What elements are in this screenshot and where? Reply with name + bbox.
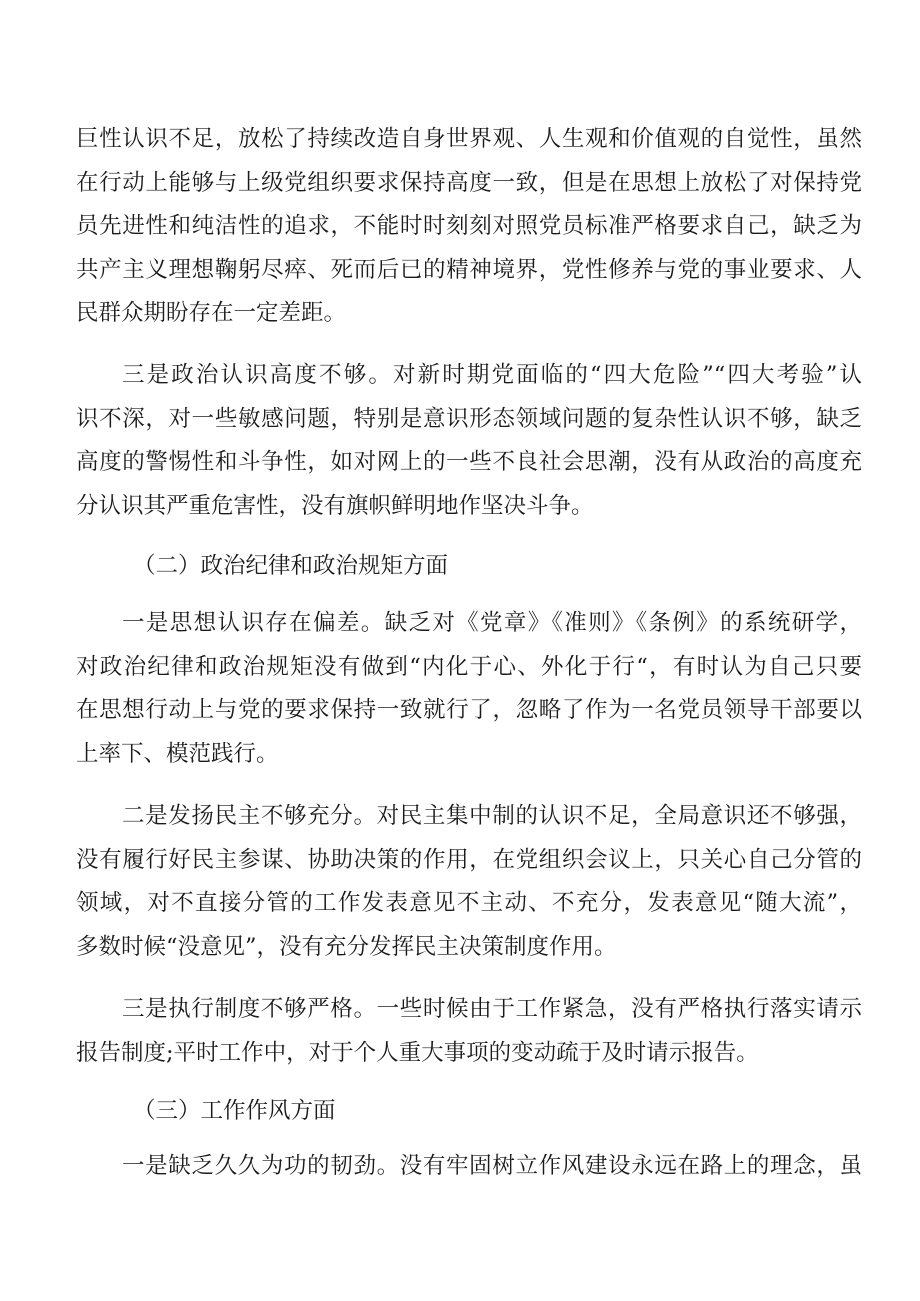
paragraph-system <box>76 988 862 1075</box>
text-line: 上率下、模范践行。 <box>76 740 279 767</box>
paragraph-political-awareness <box>76 354 862 528</box>
section-heading-work-style: （三）工作作风方面 <box>133 1098 336 1124</box>
text-line: 没有履行好民主参谋、协助决策的作用，在党组织会议上，只关心自己分管的 <box>76 846 862 873</box>
text-line: 共产主义理想鞠躬尽瘁、死而后已的精神境界，党性修养与党的事业要求、人 <box>76 256 862 283</box>
text-line: 在行动上能够与上级党组织要求保持高度一致，但是在思想上放松了对保持党 <box>76 169 862 196</box>
text-line: 三是政治认识高度不够。对新时期党面临的“四大危险”“四大考验”认 <box>122 362 862 388</box>
text-line: 报告制度;平时工作中，对于个人重大事项的变动疏于及时请示报告。 <box>76 1039 759 1066</box>
text-line: 员先进性和纯洁性的追求，不能时时刻刻对照党员标准严格要求自己，缺乏为 <box>76 213 862 239</box>
text-line: 民群众期盼存在一定差距。 <box>76 300 347 326</box>
paragraph-continued <box>76 118 862 336</box>
section-heading-discipline: （二）政治纪律和政治规矩方面 <box>133 553 449 579</box>
text-line: 三是执行制度不够严格。一些时候由于工作紧急，没有严格执行落实请示 <box>122 996 862 1022</box>
text-line: 对政治纪律和政治规矩没有做到“内化于心、外化于行“，有时认为自己只要 <box>76 653 862 680</box>
paragraph-thinking-deviation <box>76 602 862 776</box>
text-line: 一是思想认识存在偏差。缺乏对《党章》《准则》《条例》的系统研学， <box>122 610 862 636</box>
text-line: 分认识其严重危害性，没有旗帜鲜明地作坚决斗争。 <box>76 492 594 519</box>
text-line: 巨性认识不足，放松了持续改造自身世界观、人生观和价值观的自觉性，虽然 <box>76 126 862 152</box>
text-line: 识不深，对一些敏感问题，特别是意识形态领域问题的复杂性认识不够，缺乏 <box>76 405 862 432</box>
text-line: 高度的警惕性和斗争性，如对网上的一些不良社会思潮，没有从政治的高度充 <box>76 449 862 475</box>
paragraph-persistence <box>76 1145 862 1189</box>
paragraph-democracy <box>76 795 862 969</box>
text-line: 领域，对不直接分管的工作发表意见不主动、不充分，发表意见“随大流”， <box>76 890 862 916</box>
text-line: 多数时候“没意见”，没有充分发挥民主决策制度作用。 <box>76 933 617 960</box>
text-line: 在思想行动上与党的要求保持一致就行了，忽略了作为一名党员领导干部要以 <box>76 697 862 723</box>
text-line: 二是发扬民主不够充分。对民主集中制的认识不足，全局意识还不够强， <box>122 803 862 829</box>
text-line: 一是缺乏久久为功的韧劲。没有牢固树立作风建设永远在路上的理念，虽 <box>122 1153 862 1179</box>
